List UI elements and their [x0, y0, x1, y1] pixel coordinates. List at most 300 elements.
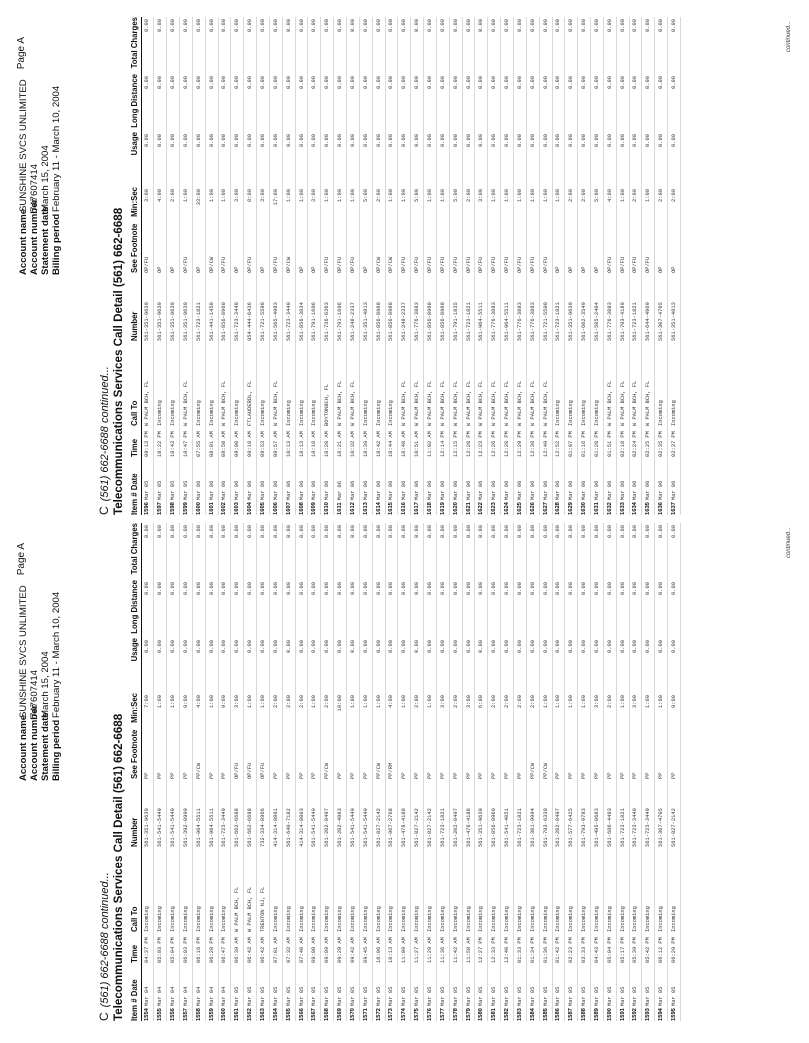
item-number: 1634 — [632, 502, 639, 515]
column-header: Item # Date — [131, 963, 141, 1021]
call-date: Mar 05 — [234, 986, 241, 1007]
call-to: Incoming — [439, 906, 446, 932]
phone-number: 561-723-1821 — [439, 808, 446, 847]
phone-number: 561-478-4188 — [465, 808, 472, 847]
usage-charge: 0.00 — [478, 640, 485, 653]
call-date: Mar 05 — [555, 986, 562, 1007]
call-date: Mar 06 — [606, 480, 613, 501]
usage-charge: 0.00 — [247, 640, 254, 653]
item-number: 1620 — [452, 502, 459, 515]
call-time: 03:33 PM — [581, 937, 588, 963]
total-charge: 0.00 — [632, 525, 639, 538]
call-time: 07:01 AM — [272, 937, 279, 963]
item-date-cell — [308, 963, 321, 1021]
footnote: OP — [671, 266, 678, 273]
duration: 3:00 — [465, 695, 472, 708]
duration: 1:00 — [401, 189, 408, 202]
item-number: 1598 — [170, 502, 177, 515]
item-number: 1618 — [426, 502, 433, 515]
item-number: 1581 — [491, 1008, 498, 1021]
call-to: W PALM BCH, FL — [401, 380, 408, 426]
total-charge: 0.00 — [337, 19, 344, 32]
item-date-cell — [154, 963, 167, 1021]
item-number: 1609 — [311, 502, 318, 515]
usage-charge: 0.00 — [452, 640, 459, 653]
item-number: 1637 — [671, 502, 678, 515]
long-distance-charge: 0.00 — [234, 582, 241, 595]
phone-number: 561-640-7182 — [285, 808, 292, 847]
item-date-cell — [501, 457, 514, 515]
item-number: 1571 — [362, 1008, 369, 1021]
phone-number: 561-307-4705 — [658, 302, 665, 341]
call-time: 11:27 AM — [414, 937, 421, 963]
long-distance-charge: 0.00 — [478, 76, 485, 89]
call-time: 11:58 AM — [465, 937, 472, 963]
long-distance-charge: 0.00 — [208, 582, 215, 595]
call-time: 10:18 AM — [311, 431, 318, 457]
total-charge: 0.00 — [362, 19, 369, 32]
call-time: 10:48 AM — [401, 431, 408, 457]
total-charge: 0.00 — [593, 525, 600, 538]
phone-number: 561-791-1835 — [452, 302, 459, 341]
call-to: Incoming — [285, 400, 292, 426]
duration: 1:00 — [182, 189, 189, 202]
item-date-cell — [603, 457, 616, 515]
long-distance-charge: 0.00 — [581, 76, 588, 89]
long-distance-charge: 0.00 — [606, 76, 613, 89]
total-charge: 0.00 — [529, 19, 536, 32]
item-date-cell — [180, 963, 193, 1021]
duration: 3:00 — [439, 695, 446, 708]
total-charge: 0.00 — [195, 525, 202, 538]
total-charge: 0.00 — [260, 525, 267, 538]
call-date: Mar 05 — [144, 480, 151, 501]
footnote: OP/FU — [401, 256, 408, 273]
call-date: Mar 05 — [337, 986, 344, 1007]
call-time: 06:39 AM — [234, 937, 241, 963]
usage-charge: 0.00 — [516, 134, 523, 147]
long-distance-charge: 0.00 — [645, 76, 652, 89]
usage-charge: 0.00 — [465, 640, 472, 653]
usage-charge: 0.00 — [555, 640, 562, 653]
total-charge: 0.00 — [581, 525, 588, 538]
table-row — [192, 523, 205, 1021]
phone-number: 561-776-3883 — [529, 302, 536, 341]
footnote: PP — [170, 772, 177, 779]
item-date-cell — [629, 457, 642, 515]
total-charge: 0.00 — [452, 525, 459, 538]
statement-date: March 15, 2004 — [40, 145, 51, 212]
call-to: Incoming — [272, 906, 279, 932]
call-date: Mar 05 — [504, 986, 511, 1007]
long-distance-charge: 0.00 — [671, 76, 678, 89]
call-time: 12:40 PM — [504, 937, 511, 963]
call-to: Incoming — [182, 906, 189, 932]
call-time: 10:44 AM — [388, 431, 395, 457]
table-row — [347, 17, 360, 515]
long-distance-charge: 0.00 — [388, 582, 395, 595]
item-number: 1572 — [375, 1008, 382, 1021]
call-time: 01:42 PM — [555, 937, 562, 963]
duration: 1:00 — [285, 189, 292, 202]
call-to: Incoming — [555, 906, 562, 932]
table-row — [578, 523, 591, 1021]
table-row — [668, 17, 681, 515]
table-row — [359, 17, 372, 515]
call-to: Incoming — [362, 400, 369, 426]
call-date: Mar 06 — [298, 480, 305, 501]
footnote: OP/FU — [182, 256, 189, 273]
long-distance-charge: 0.00 — [658, 76, 665, 89]
item-date-cell — [603, 963, 616, 1021]
table-row — [655, 17, 668, 515]
call-to: Incoming — [221, 906, 228, 932]
call-date: Mar 06 — [645, 480, 652, 501]
long-distance-charge: 0.00 — [516, 76, 523, 89]
table-row — [167, 17, 180, 515]
call-date: Mar 06 — [568, 480, 575, 501]
section-continued-text: (561) 662-6688 continued... — [99, 366, 111, 502]
duration: 2:00 — [568, 189, 575, 202]
duration: 17:00 — [272, 189, 279, 206]
phone-number: 561-793-9783 — [581, 808, 588, 847]
long-distance-charge: 0.00 — [170, 76, 177, 89]
item-date-cell — [257, 457, 270, 515]
call-time: 12:26 PM — [491, 431, 498, 457]
total-charge: 0.00 — [478, 525, 485, 538]
long-distance-charge: 0.00 — [542, 582, 549, 595]
item-date-cell — [141, 457, 154, 515]
item-date-cell — [167, 963, 180, 1021]
item-number: 1597 — [157, 502, 164, 515]
call-date: Mar 06 — [362, 480, 369, 501]
call-time: 10:21 AM — [337, 431, 344, 457]
usage-charge: 0.00 — [170, 134, 177, 147]
call-date: Mar 05 — [581, 986, 588, 1007]
duration: 2:00 — [491, 695, 498, 708]
footnote: PP/CW — [324, 762, 331, 779]
total-charge: 0.00 — [606, 19, 613, 32]
call-to: W PALM BCH, FL — [272, 380, 279, 426]
phone-number: 561-351-4813 — [362, 302, 369, 341]
call-to: Incoming — [298, 400, 305, 426]
item-date-cell — [488, 963, 501, 1021]
call-to: Incoming — [195, 906, 202, 932]
call-time: 11:02 AM — [426, 431, 433, 457]
footnote: PP — [452, 772, 459, 779]
duration: 1:00 — [581, 695, 588, 708]
usage-charge: 0.00 — [504, 640, 511, 653]
total-charge: 0.00 — [426, 525, 433, 538]
usage-charge: 0.00 — [452, 134, 459, 147]
item-date-cell — [359, 963, 372, 1021]
item-number: 1568 — [324, 1008, 331, 1021]
phone-number: 414-314-8001 — [272, 808, 279, 847]
total-charge: 0.00 — [401, 19, 408, 32]
table-row — [334, 17, 347, 515]
phone-number: 561-723-1821 — [465, 302, 472, 341]
call-to: Incoming — [619, 906, 626, 932]
item-date-cell — [513, 963, 526, 1021]
table-row — [231, 17, 244, 515]
item-number: 1560 — [221, 1008, 228, 1021]
item-date-cell — [424, 963, 437, 1021]
item-number: 1612 — [349, 502, 356, 515]
usage-charge: 0.00 — [671, 134, 678, 147]
item-date-cell — [334, 457, 347, 515]
table-row — [398, 523, 411, 1021]
table-row — [411, 523, 424, 1021]
call-time: 11:36 AM — [439, 937, 446, 963]
call-time: 06:03 PM — [182, 937, 189, 963]
phone-number: 561-723-1821 — [619, 808, 626, 847]
footnote: PP — [581, 772, 588, 779]
footnote: OP/FU — [632, 256, 639, 273]
total-charge: 0.00 — [645, 525, 652, 538]
long-distance-charge: 0.00 — [182, 76, 189, 89]
duration: 2:00 — [465, 189, 472, 202]
item-date-cell — [180, 457, 193, 515]
call-time: 05:04 PM — [170, 937, 177, 963]
table-row — [205, 523, 218, 1021]
table-row — [616, 523, 629, 1021]
duration: 2:00 — [504, 695, 511, 708]
call-to: Incoming — [401, 906, 408, 932]
call-date: Mar 06 — [337, 481, 344, 501]
call-to: Incoming — [645, 906, 652, 932]
long-distance-charge: 0.00 — [221, 582, 228, 595]
table-row — [231, 523, 244, 1021]
long-distance-charge: 0.00 — [349, 76, 356, 89]
total-charge: 0.00 — [375, 525, 382, 538]
call-date: Mar 05 — [529, 986, 536, 1007]
footnote: OP — [298, 266, 305, 273]
call-time: 02:37 PM — [671, 431, 678, 457]
phone-number: 561-964-5511 — [478, 302, 485, 341]
table-row — [411, 17, 424, 515]
item-date-cell — [475, 457, 488, 515]
call-to: Incoming — [298, 906, 305, 932]
table-row — [282, 523, 295, 1021]
phone-number: 561-248-2337 — [401, 302, 408, 341]
total-charge: 0.00 — [272, 19, 279, 32]
call-to: Incoming — [208, 906, 215, 932]
call-to: Incoming — [144, 906, 151, 932]
table-row — [321, 17, 334, 515]
call-time: 10:51 AM — [414, 431, 421, 457]
item-date-cell — [282, 963, 295, 1021]
call-to: Incoming — [362, 906, 369, 932]
phone-number: 561-723-3440 — [221, 808, 228, 847]
table-row — [629, 523, 642, 1021]
item-date-cell — [334, 963, 347, 1021]
table-row — [295, 17, 308, 515]
usage-charge: 0.00 — [182, 134, 189, 147]
total-charge: 0.00 — [311, 19, 318, 32]
long-distance-charge: 0.00 — [337, 76, 344, 89]
column-header: Call To — [131, 847, 141, 932]
item-date-cell — [192, 457, 205, 515]
item-date-cell — [565, 963, 578, 1021]
item-number: 1590 — [606, 1008, 613, 1021]
item-number: 1632 — [606, 502, 613, 515]
long-distance-charge: 0.00 — [619, 582, 626, 595]
column-header: Time — [131, 426, 141, 457]
table-row — [385, 17, 398, 515]
phone-number: 561-776-3883 — [516, 302, 523, 341]
footnote: PP — [632, 772, 639, 779]
long-distance-charge: 0.00 — [157, 76, 164, 89]
long-distance-charge: 0.00 — [260, 76, 267, 89]
duration: 1:00 — [426, 189, 433, 202]
long-distance-charge: 0.00 — [671, 582, 678, 595]
long-distance-charge: 0.00 — [529, 582, 536, 595]
total-charge: 0.00 — [555, 19, 562, 32]
long-distance-charge: 0.00 — [144, 582, 151, 595]
usage-charge: 0.00 — [337, 640, 344, 653]
call-time: 05:42 PM — [645, 937, 652, 963]
phone-number: 561-644-4969 — [645, 302, 652, 341]
usage-charge: 0.00 — [439, 134, 446, 147]
phone-number: 561-565-4983 — [272, 302, 279, 341]
call-date: Mar 05 — [619, 986, 626, 1007]
call-date: Mar 06 — [658, 480, 665, 501]
call-to: Incoming — [555, 400, 562, 426]
duration: 9:00 — [671, 695, 678, 708]
duration: 1:00 — [491, 189, 498, 202]
long-distance-charge: 0.00 — [491, 76, 498, 89]
table-row — [269, 17, 282, 515]
table-row — [539, 523, 552, 1021]
call-time: 12:23 PM — [478, 431, 485, 457]
table-row — [218, 17, 231, 515]
call-date: Mar 05 — [324, 986, 331, 1007]
call-to: W PALM BCH, FL — [478, 380, 485, 426]
table-row — [295, 523, 308, 1021]
item-number: 1614 — [375, 502, 382, 515]
item-date-cell — [218, 457, 231, 515]
total-charge: 0.00 — [542, 19, 549, 32]
call-time: 09:13 PM — [144, 431, 151, 457]
call-date: Mar 06 — [542, 480, 549, 501]
item-date-cell — [513, 457, 526, 515]
phone-number: 561-662-6688 — [247, 808, 254, 847]
usage-charge: 0.00 — [298, 640, 305, 653]
call-time: 07:32 AM — [285, 937, 292, 963]
item-date-cell — [424, 457, 437, 515]
usage-charge: 0.00 — [260, 134, 267, 147]
item-date-cell — [244, 457, 257, 515]
item-date-cell — [231, 457, 244, 515]
call-to: W PALM BCH, FL — [491, 380, 498, 426]
long-distance-charge: 0.00 — [581, 582, 588, 595]
call-date: Mar 06 — [234, 480, 241, 501]
call-to: W PALM BCH, FL — [337, 380, 344, 426]
duration: 1:00 — [324, 189, 331, 202]
footnote: PP — [349, 772, 356, 779]
call-time: 02:24 PM — [632, 431, 639, 457]
item-number: 1582 — [504, 1008, 511, 1021]
total-charge: 0.00 — [170, 525, 177, 538]
usage-charge: 0.00 — [645, 640, 652, 653]
total-charge: 0.00 — [542, 525, 549, 538]
table-row — [655, 523, 668, 1021]
item-date-cell — [552, 963, 565, 1021]
duration: 5:00 — [593, 189, 600, 202]
item-number: 1605 — [260, 502, 267, 515]
long-distance-charge: 0.00 — [491, 582, 498, 595]
call-time: 09:09 AM — [324, 937, 331, 963]
long-distance-charge: 0.00 — [260, 582, 267, 595]
duration: 2:00 — [452, 695, 459, 708]
item-date-cell — [501, 963, 514, 1021]
total-charge: 0.00 — [234, 19, 241, 32]
table-row — [475, 17, 488, 515]
section-header — [98, 523, 126, 1021]
usage-charge: 0.00 — [234, 640, 241, 653]
phone-number: 561-856-8960 — [388, 302, 395, 341]
usage-charge: 0.00 — [658, 134, 665, 147]
phone-number: 561-541-5449 — [362, 808, 369, 847]
long-distance-charge: 0.00 — [632, 582, 639, 595]
call-time: 07:40 AM — [298, 937, 305, 963]
total-charge: 0.00 — [208, 525, 215, 538]
duration: 5:00 — [452, 189, 459, 202]
item-number: 1627 — [542, 502, 549, 515]
long-distance-charge: 0.00 — [529, 76, 536, 89]
total-charge: 0.00 — [555, 525, 562, 538]
item-date-cell — [591, 963, 604, 1021]
item-number: 1606 — [272, 502, 279, 515]
call-to: Incoming — [581, 400, 588, 426]
long-distance-charge: 0.00 — [375, 76, 382, 89]
usage-charge: 0.00 — [671, 640, 678, 653]
long-distance-charge: 0.00 — [632, 76, 639, 89]
item-date-cell — [411, 963, 424, 1021]
item-number: 1611 — [337, 502, 344, 515]
item-number: 1617 — [414, 502, 421, 515]
duration: 2:00 — [632, 189, 639, 202]
usage-charge: 0.00 — [388, 640, 395, 653]
call-time: 02:35 PM — [658, 431, 665, 457]
total-charge: 0.00 — [645, 19, 652, 32]
item-date-cell — [411, 457, 424, 515]
duration: 1:00 — [401, 695, 408, 708]
table-row — [192, 17, 205, 515]
phone-number: 561-202-8497 — [452, 808, 459, 847]
footnote: PP — [426, 772, 433, 779]
call-date: Mar 05 — [465, 986, 472, 1007]
call-date: Mar 05 — [516, 986, 523, 1007]
call-date: Mar 05 — [452, 986, 459, 1007]
duration: 4:00 — [157, 189, 164, 202]
total-charge: 0.00 — [478, 19, 485, 32]
footnote: OP/FU — [452, 256, 459, 273]
call-date: Mar 05 — [247, 986, 254, 1007]
usage-charge: 0.00 — [208, 134, 215, 147]
call-date: Mar 06 — [581, 480, 588, 501]
item-date-cell — [295, 963, 308, 1021]
page-label: Page A — [16, 37, 27, 70]
item-number: 1558 — [195, 1008, 202, 1021]
call-time: 12:49 PM — [542, 431, 549, 457]
call-to: Incoming — [195, 400, 202, 426]
item-number: 1592 — [632, 1008, 639, 1021]
footnote: OP/FU — [247, 256, 254, 273]
phone-number: 561-967-2768 — [388, 808, 395, 847]
item-date-cell — [526, 963, 539, 1021]
call-time: 06:42 AM — [260, 937, 267, 963]
